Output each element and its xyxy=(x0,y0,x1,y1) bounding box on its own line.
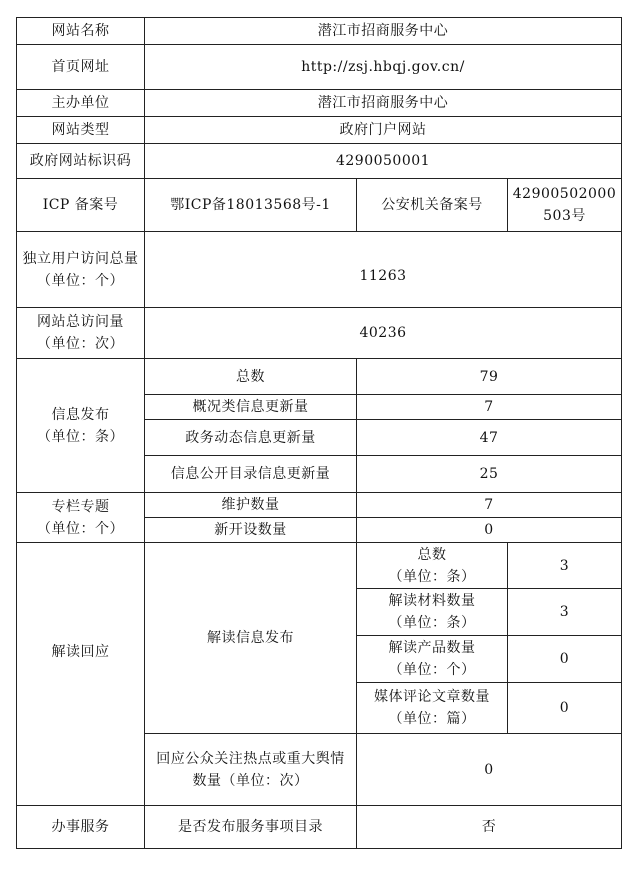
columns-label-line1: 专栏专题 xyxy=(51,498,110,515)
row-home-url xyxy=(17,45,622,90)
row-site-id xyxy=(17,144,622,179)
total-visits-value: 40236 xyxy=(145,308,622,359)
row-unique-visitors xyxy=(17,232,622,308)
response-label: 回应公众关注热点或重大舆情数量（单位：次） xyxy=(145,734,357,806)
home-url-value: http://zsj.hbqj.gov.cn/ xyxy=(145,45,622,90)
total-visits-label-line1: 网站总访问量 xyxy=(37,314,124,330)
police-record-value-line1: 42900502000 xyxy=(512,186,617,202)
columns-item-value: 7 xyxy=(357,493,622,518)
service-item-value: 否 xyxy=(357,806,622,849)
police-record-value xyxy=(508,179,622,232)
icp-label: ICP 备案号 xyxy=(17,179,145,232)
columns-item-value: 0 xyxy=(357,518,622,543)
row-icp xyxy=(17,179,622,232)
interpretation-item-name-line1: 解读材料数量 xyxy=(388,593,476,609)
unique-visitors-label: 独立用户访问总量（单位：个） xyxy=(17,232,145,308)
response-value: 0 xyxy=(357,734,622,806)
interpretation-item-name xyxy=(357,589,508,636)
info-publish-label xyxy=(17,359,145,493)
service-row xyxy=(17,806,622,849)
interpretation-label: 解读回应 xyxy=(17,543,145,806)
info-publish-row xyxy=(17,359,622,395)
info-publish-label-line1: 信息发布 xyxy=(51,406,110,423)
columns-label-line2: （单位：个） xyxy=(37,520,124,537)
website-annual-report-table xyxy=(16,17,622,849)
columns-item-name: 维护数量 xyxy=(145,493,357,518)
icp-value: 鄂ICP备18013568号-1 xyxy=(145,179,357,232)
columns-row xyxy=(17,493,622,518)
police-record-label: 公安机关备案号 xyxy=(357,179,508,232)
site-type-label: 网站类型 xyxy=(17,117,145,144)
info-publish-item-value: 79 xyxy=(357,359,622,395)
interpretation-item-name-line2: （单位：篇） xyxy=(388,711,476,727)
info-publish-item-value: 7 xyxy=(357,395,622,420)
interpretation-sub-label: 解读信息发布 xyxy=(145,543,357,734)
columns-label xyxy=(17,493,145,543)
interpretation-item-name xyxy=(357,683,508,734)
info-publish-item-value: 25 xyxy=(357,456,622,493)
row-site-name xyxy=(17,18,622,45)
home-url-label: 首页网址 xyxy=(17,45,145,90)
info-publish-item-value: 47 xyxy=(357,420,622,456)
total-visits-label xyxy=(17,308,145,359)
total-visits-label-line2: （单位：次） xyxy=(37,336,124,352)
host-unit-value: 潜江市招商服务中心 xyxy=(145,90,622,117)
row-total-visits xyxy=(17,308,622,359)
interpretation-item-name-line2: （单位：条） xyxy=(388,615,476,631)
info-publish-item-name: 信息公开目录信息更新量 xyxy=(145,456,357,493)
host-unit-label: 主办单位 xyxy=(17,90,145,117)
police-record-value-line2: 503号 xyxy=(543,208,586,224)
info-publish-item-name: 政务动态信息更新量 xyxy=(145,420,357,456)
service-label: 办事服务 xyxy=(17,806,145,849)
row-site-type xyxy=(17,117,622,144)
row-host-unit xyxy=(17,90,622,117)
site-name-value: 潜江市招商服务中心 xyxy=(145,18,622,45)
interpretation-item-name-line1: 媒体评论文章数量 xyxy=(374,689,490,705)
interpretation-item-name-line1: 总数 xyxy=(417,546,447,563)
interpretation-item-value: 0 xyxy=(508,636,622,683)
unique-visitors-value: 11263 xyxy=(145,232,622,308)
site-type-value: 政府门户网站 xyxy=(145,117,622,144)
info-publish-label-line2: （单位：条） xyxy=(37,428,124,445)
interpretation-row xyxy=(17,543,622,589)
interpretation-item-name xyxy=(357,543,508,589)
interpretation-item-value: 3 xyxy=(508,589,622,636)
info-publish-item-name: 概况类信息更新量 xyxy=(145,395,357,420)
site-id-label: 政府网站标识码 xyxy=(17,144,145,179)
interpretation-item-value: 3 xyxy=(508,543,622,589)
interpretation-item-name xyxy=(357,636,508,683)
service-item-name: 是否发布服务事项目录 xyxy=(145,806,357,849)
interpretation-item-name-line2: （单位：个） xyxy=(388,662,476,678)
site-id-value: 4290050001 xyxy=(145,144,622,179)
interpretation-item-name-line1: 解读产品数量 xyxy=(388,640,476,656)
interpretation-item-name-line2: （单位：条） xyxy=(388,568,476,585)
columns-item-name: 新开设数量 xyxy=(145,518,357,543)
site-name-label: 网站名称 xyxy=(17,18,145,45)
info-publish-item-name: 总数 xyxy=(145,359,357,395)
interpretation-item-value: 0 xyxy=(508,683,622,734)
